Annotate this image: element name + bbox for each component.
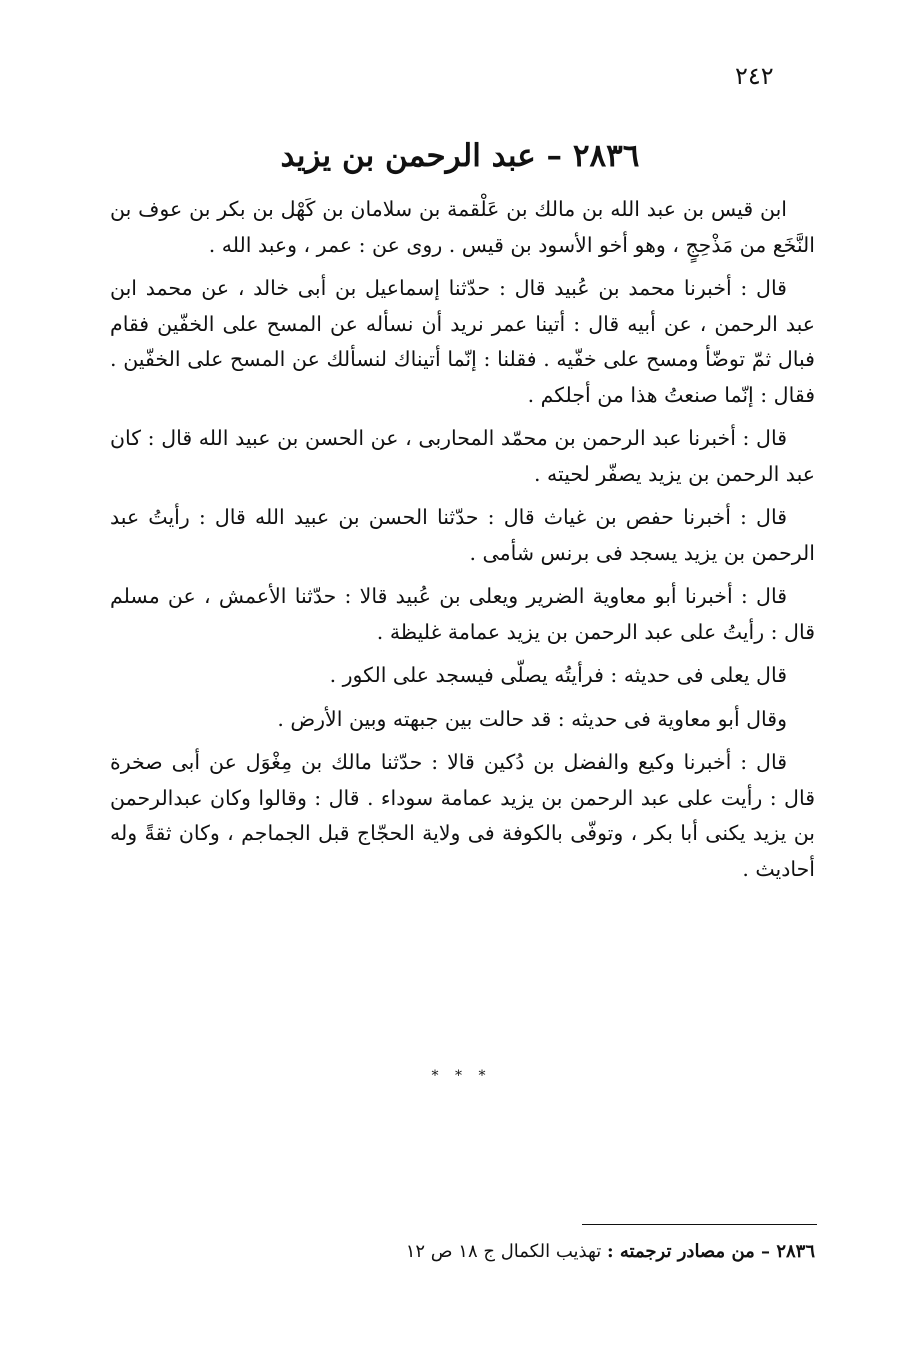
paragraph-yala: قال يعلى فى حديثه : فرأيتُه يصلّى فيسجد على الكور . (329, 663, 787, 687)
body-text (110, 192, 815, 895)
section-separator: * * * (431, 1068, 492, 1084)
paragraph-turban: قال : أخبرنا أبو معاوية الضرير ويعلى بن عُبيد قالا : حدّثنا الأعمش ، عن مسلم قال : رأيتُ على عبد الرحمن بن يزيد عمامة غليظة . (110, 584, 815, 644)
paragraph-death: قال : أخبرنا وكيع والفضل بن دُكين قالا : حدّثنا مالك بن مِغْوَل عن أبى صخرة قال : رأيت على عبد الرحمن بن يزيد عمامة سوداء . قال : وقالوا وكان عبدالرحمن بن يزيد يكنى أبا بكر ، وتوفّى بالكوفة فى ولاية الحجّاج قبل الجماجم ، وكان ثقةً وله أحاديث . (110, 750, 815, 881)
paragraph-beard: قال : أخبرنا عبد الرحمن بن محمّد المحاربى ، عن الحسن بن عبيد الله قال : كان عبد الرحمن بن يزيد يصفّر لحيته . (110, 426, 815, 486)
page-number: ٢٤٢ (735, 62, 774, 90)
footnote (110, 1238, 815, 1266)
footnote-head: ٢٨٣٦ – من مصادر ترجمته : (607, 1241, 815, 1262)
footnote-text: تهذيب الكمال ج ١٨ ص ١٢ (405, 1241, 602, 1262)
paragraph-burnus: قال : أخبرنا حفص بن غياث قال : حدّثنا الحسن بن عبيد الله قال : رأيتُ عبد الرحمن بن يزيد يسجد فى برنس شأمى . (110, 505, 815, 565)
paragraph-hadith-mash: قال : أخبرنا محمد بن عُبيد قال : حدّثنا إسماعيل بن أبى خالد ، عن محمد ابن عبد الرحمن ، عن أبيه قال : أتينا عمر نريد أن نسأله عن المسح على الخفّين فقام فبال ثمّ توضّأ ومسح على خفّيه . فقلنا : إنّما أتيناك لنسألك عن المسح على الخفّين . فقال : إنّما صنعتُ هذا من أجلكم . (110, 276, 815, 407)
footnote-rule (582, 1224, 817, 1225)
entry-title: ٢٨٣٦ – عبد الرحمن بن يزيد (280, 138, 640, 174)
paragraph-lineage: ابن قيس بن عبد الله بن مالك بن عَلْقمة بن سلامان بن كَهْل بن بكر بن عوف بن النَّخَع من مَذْحِجٍ ، وهو أخو الأسود بن قيس . روى عن : عمر ، وعبد الله . (110, 197, 815, 257)
paragraph-abu-muawiya: وقال أبو معاوية فى حديثه : قد حالت بين جبهته وبين الأرض . (277, 706, 787, 731)
